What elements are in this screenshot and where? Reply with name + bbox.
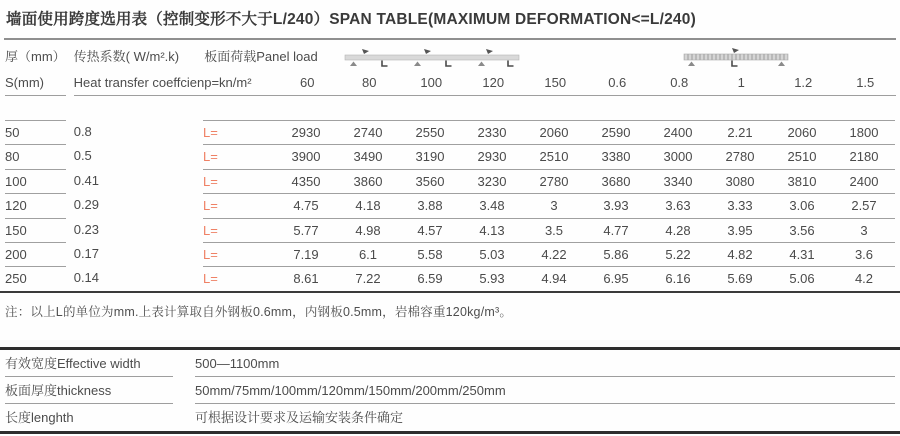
title-bar: [4, 0, 896, 40]
col-coefficient-header: [74, 44, 205, 96]
span-value-cell: 3230: [477, 173, 507, 189]
table-row: [0, 144, 900, 168]
load-header-value: 0.8: [670, 75, 689, 90]
load-header-values: [276, 70, 896, 95]
span-value-cell: 4.28: [665, 222, 691, 238]
page-title: 墙面使用跨度选用表（控制变形不大于L/240）SPAN TABLE(MAXIMUM DEFORMATION<=L/240): [6, 11, 696, 28]
span-value-cell: 2510: [539, 149, 569, 165]
coefficient-cell: 0.17: [73, 245, 100, 261]
panel-load-header-en: p=kn/m²: [204, 75, 252, 90]
span-value-cell: 3.33: [727, 198, 753, 214]
spec-row: [0, 404, 900, 431]
thickness-cell: 120: [5, 193, 66, 217]
spec-value: 可根据设计要求及运输安装条件确定: [195, 410, 404, 425]
span-value-cell: 5.58: [417, 246, 443, 262]
span-value-cell: 5.03: [479, 246, 505, 262]
coefficient-cell: 0.5: [73, 148, 92, 164]
thickness-header-zh: 厚（mm）: [5, 49, 66, 64]
table-note: 注：以上L的单位为mm.上表计算取自外钢板0.6mm，内钢板0.5mm，岩棉容重120kg/m³。: [5, 304, 513, 319]
thickness-cell: 100: [5, 169, 66, 193]
coefficient-cell: 0.29: [73, 197, 100, 213]
span-value-cell: 7.19: [293, 246, 319, 262]
thickness-header-en: S(mm): [5, 75, 44, 90]
spec-row: [0, 350, 900, 377]
spec-divider-gap: [173, 377, 195, 404]
table-row: [0, 120, 900, 144]
span-value-cell: 3560: [415, 173, 445, 189]
span-value-cell: 4.22: [541, 246, 567, 262]
load-header-value: 100: [420, 75, 443, 90]
span-value-cell: 3.48: [479, 198, 505, 214]
span-value-cell: 2550: [415, 125, 445, 140]
load-header-value: 1: [737, 75, 745, 90]
span-value-cell: 3380: [601, 149, 631, 165]
span-value-cell: 3.88: [417, 198, 443, 214]
two-span-panel-load-diagram-icon: [682, 46, 790, 68]
span-value-cell: 4.2: [854, 271, 874, 287]
load-header-value: 1.2: [794, 75, 813, 90]
span-value-cell: 4.98: [355, 222, 381, 238]
col-thickness-header: [5, 44, 66, 96]
span-value-cell: 2780: [539, 173, 569, 189]
span-value-cell: 4.75: [293, 198, 319, 214]
span-table: [0, 40, 900, 293]
spec-label: 长度lenghth: [5, 410, 74, 425]
l-equals-label: L=: [203, 198, 218, 214]
span-value-cell: 7.22: [355, 271, 381, 287]
table-row: [0, 169, 900, 193]
span-values: [203, 218, 895, 242]
span-value-cell: 3: [550, 198, 558, 214]
span-value-cell: 3810: [787, 173, 817, 189]
span-value-cell: 3680: [601, 173, 631, 189]
coefficient-cell: 0.41: [73, 172, 100, 188]
span-value-cell: 2740: [353, 125, 383, 140]
thickness-cell: 150: [5, 218, 66, 242]
span-value-cell: 3.5: [544, 222, 564, 238]
spec-row: [0, 377, 900, 404]
load-header-value: 0.6: [608, 75, 627, 90]
span-value-cell: 2510: [787, 149, 817, 165]
coefficient-cell: 0.14: [73, 270, 100, 286]
thickness-cell: 200: [5, 242, 66, 266]
span-value-cell: 5.77: [293, 222, 319, 238]
coefficient-cell: 0.8: [73, 124, 92, 139]
span-value-cell: 5.06: [789, 271, 815, 287]
coefficient-header-zh: 传热系数( W/m².k): [73, 49, 180, 64]
panel-load-header-zh: 板面荷载Panel load: [204, 49, 318, 64]
span-value-cell: 3.93: [603, 198, 629, 214]
table-row: [0, 242, 900, 266]
span-value-cell: 2930: [291, 125, 321, 140]
table-body: [0, 120, 900, 293]
span-values: [203, 120, 895, 144]
span-value-cell: 3860: [353, 173, 383, 189]
span-value-cell: 2.21: [727, 125, 753, 140]
span-value-cell: 2180: [849, 149, 879, 165]
table-row: [0, 218, 900, 242]
span-values: [203, 193, 895, 217]
span-value-cell: 2.57: [851, 198, 877, 214]
spec-table: [0, 347, 900, 434]
thickness-cell: 250: [5, 266, 66, 290]
span-values: [203, 242, 895, 266]
multi-span-panel-load-diagram-icon: [342, 46, 522, 68]
span-value-cell: 5.69: [727, 271, 753, 287]
span-value-cell: 3.63: [665, 198, 691, 214]
l-equals-label: L=: [203, 271, 218, 287]
span-value-cell: 4.77: [603, 222, 629, 238]
span-value-cell: 8.61: [293, 271, 319, 287]
spec-label: 有效宽度Effective width: [5, 350, 173, 377]
span-values: [203, 169, 895, 193]
spec-divider-gap: [173, 350, 195, 377]
span-value-cell: 4.94: [541, 271, 567, 287]
span-value-cell: 3.56: [789, 222, 815, 238]
span-value-cell: 5.22: [665, 246, 691, 262]
l-equals-label: L=: [203, 246, 218, 262]
span-value-cell: 5.86: [603, 246, 629, 262]
span-value-cell: 2400: [849, 173, 879, 189]
span-value-cell: 4.13: [479, 222, 505, 238]
table-row: [0, 193, 900, 217]
thickness-cell: 80: [5, 144, 66, 168]
span-value-cell: 3.95: [727, 222, 753, 238]
span-value-cell: 6.95: [603, 271, 629, 287]
span-value-cell: 2780: [725, 149, 755, 165]
span-value-cell: 1800: [849, 125, 879, 140]
span-value-cell: 2330: [477, 125, 507, 140]
span-values: [203, 266, 895, 290]
span-value-cell: 4.82: [727, 246, 753, 262]
l-equals-label: L=: [203, 125, 218, 140]
span-value-cell: 3900: [291, 149, 321, 165]
span-value-cell: 4.31: [789, 246, 815, 262]
span-value-cell: 4.18: [355, 198, 381, 214]
spec-value: 500—1100mm: [195, 350, 895, 377]
span-value-cell: 4.57: [417, 222, 443, 238]
span-value-cell: 4350: [291, 173, 321, 189]
span-value-cell: 2400: [663, 125, 693, 140]
span-value-cell: 2590: [601, 125, 631, 140]
l-equals-label: L=: [203, 149, 218, 165]
span-value-cell: 3000: [663, 149, 693, 165]
span-value-cell: 6.1: [358, 246, 378, 262]
table-row: [0, 266, 900, 290]
span-values: [203, 144, 895, 168]
span-value-cell: 2060: [539, 125, 569, 140]
spec-label: 板面厚度thickness: [5, 377, 173, 404]
l-equals-label: L=: [203, 173, 218, 189]
col-panel-load-header: [204, 44, 896, 96]
span-value-cell: 3: [860, 222, 868, 238]
thickness-cell: 50: [5, 120, 66, 144]
span-value-cell: 2930: [477, 149, 507, 165]
table-header: [0, 40, 900, 96]
span-value-cell: 3490: [353, 149, 383, 165]
span-value-cell: 3190: [415, 149, 445, 165]
spec-value: 50mm/75mm/100mm/120mm/150mm/200mm/250mm: [195, 377, 895, 404]
load-header-value: 60: [300, 75, 315, 90]
load-header-value: 80: [362, 75, 377, 90]
coefficient-header-en: Heat transfer coeffcien: [73, 75, 205, 90]
span-value-cell: 3340: [663, 173, 693, 189]
span-value-cell: 6.59: [417, 271, 443, 287]
span-value-cell: 2060: [787, 125, 817, 140]
span-value-cell: 3.06: [789, 198, 815, 214]
coefficient-cell: 0.23: [73, 221, 100, 237]
spec-divider-gap: [173, 404, 195, 431]
span-value-cell: 5.93: [479, 271, 505, 287]
load-header-value: 150: [544, 75, 567, 90]
l-equals-label: L=: [203, 222, 218, 238]
span-value-cell: 3080: [725, 173, 755, 189]
load-header-value: 120: [482, 75, 505, 90]
load-header-value: 1.5: [856, 75, 875, 90]
span-value-cell: 3.6: [854, 246, 874, 262]
span-value-cell: 6.16: [665, 271, 691, 287]
